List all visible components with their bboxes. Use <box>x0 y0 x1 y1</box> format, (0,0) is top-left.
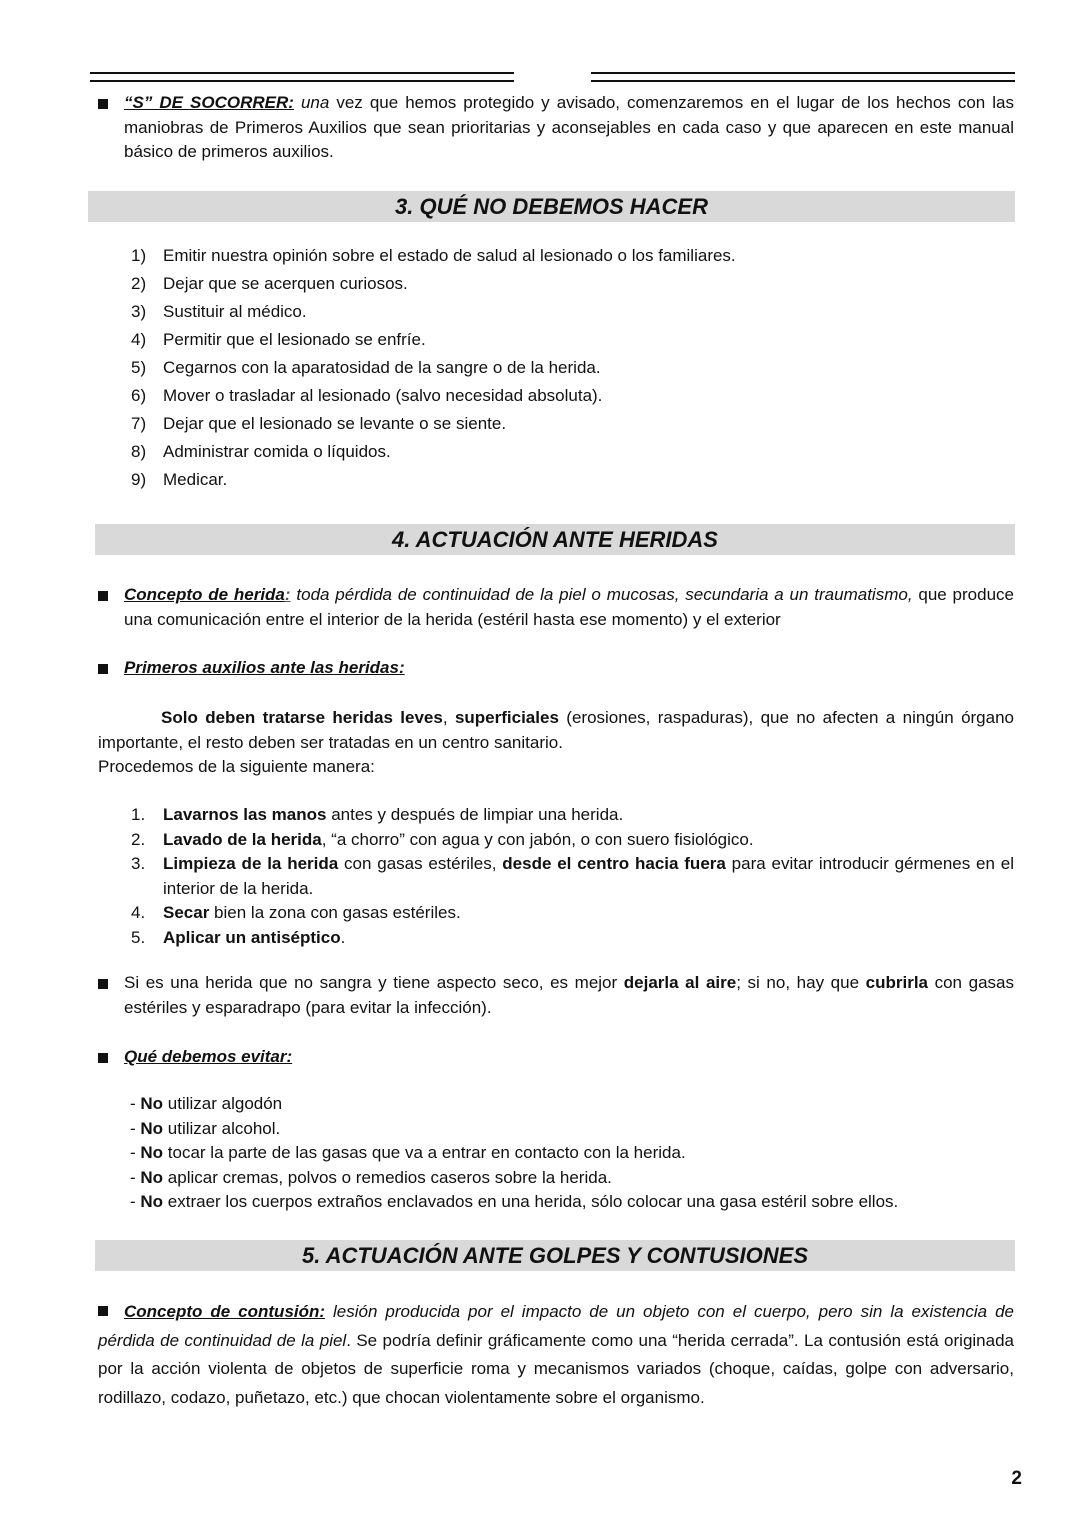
list-item: 4. Secar bien la zona con gasas estériles. <box>131 903 461 922</box>
evitar-list <box>130 1092 898 1215</box>
section-5-heading: 5. ACTUACIÓN ANTE GOLPES Y CONTUSIONES <box>95 1240 1015 1271</box>
no-debemos-list <box>128 242 736 494</box>
list-item: - No utilizar alcohol. <box>130 1118 281 1138</box>
socorrer-text: “S” DE SOCORRER: una vez que hemos protegido y avisado, comenzaremos en el lugar de los hechos con las maniobras de Primeros Auxilios que sean prioritarias y aconsejables en cada caso y que aparecen en este manual básico de primeros auxilios. <box>124 93 1014 161</box>
list-item: 5) Cegarnos con la aparatosidad de la sangre o de la herida. <box>131 358 601 377</box>
list-item: - No aplicar cremas, polvos o remedios caseros sobre la herida. <box>130 1167 612 1187</box>
que-evitar-label: Qué debemos evitar: <box>124 1047 293 1066</box>
square-bullet-icon <box>98 979 108 989</box>
section-3-heading: 3. QUÉ NO DEBEMOS HACER <box>88 191 1015 222</box>
list-item: 1) Emitir nuestra opinión sobre el estado de salud al lesionado o los familiares. <box>131 246 736 265</box>
herida-seca-bullet <box>98 971 1014 1020</box>
concepto-herida-bullet <box>98 583 1014 632</box>
list-item: - No tocar la parte de las gasas que va a entrar en contacto con la herida. <box>130 1143 686 1162</box>
concepto-herida-label: Concepto de herida <box>124 585 285 604</box>
list-item: 8) Administrar comida o líquidos. <box>131 442 391 461</box>
socorrer-bullet <box>98 91 1014 165</box>
header-rule-left <box>90 72 514 82</box>
procedemos-text: Procedemos de la siguiente manera: <box>98 757 375 776</box>
list-item: 3. Limpieza de la herida con gasas estériles, desde el centro hacia fuera para evitar introducir gérmenes en el interior de la herida. <box>131 854 1014 898</box>
concepto-contusion-paragraph: Concepto de contusión: lesión producida por el impacto de un objeto con el cuerpo, pero sin la existencia de pérdida de continuidad de la piel. Se podría definir gráficamente como una “herida cerrada”. La contusión está originada por la acción violenta de objetos de superficie roma y mecanismos variados (choque, caídas, golpe con adversario, rodillazo, codazo, puñetazo, etc.) que chocan violentamente sobre el organismo. <box>98 1302 1014 1407</box>
list-item: 4) Permitir que el lesionado se enfríe. <box>131 330 426 349</box>
heridas-intro-paragraph: Solo deben tratarse heridas leves, superficiales (erosiones, raspaduras), que no afecten a ningún órgano importante, el resto deben ser tratadas en un centro sanitario. <box>98 708 1015 752</box>
header-rule-right <box>591 72 1015 82</box>
herida-seca-text: Si es una herida que no sangra y tiene aspecto seco, es mejor dejarla al aire; si no, hay que cubrirla con gasas estériles y esparadrapo (para evitar la infección). <box>124 973 1014 1017</box>
list-item: - No utilizar algodón <box>130 1094 283 1113</box>
list-item: 2. Lavado de la herida, “a chorro” con agua y con jabón, o con suero fisiológico. <box>131 829 754 849</box>
list-item: 3) Sustituir al médico. <box>131 302 307 321</box>
square-bullet-icon <box>98 1053 108 1063</box>
primeros-auxilios-bullet <box>98 656 1014 681</box>
page-number: 2 <box>1011 1468 1022 1489</box>
list-item: 9) Medicar. <box>131 470 228 489</box>
concepto-herida-text: Concepto de herida: toda pérdida de continuidad de la piel o mucosas, secundaria a un traumatismo, que produce una comunicación entre el interior de la herida (estéril hasta ese momento) y el exterior <box>124 585 1014 629</box>
section-4-heading: 4. ACTUACIÓN ANTE HERIDAS <box>95 524 1015 555</box>
list-item: 2) Dejar que se acerquen curiosos. <box>131 274 408 293</box>
list-item: 5. Aplicar un antiséptico. <box>131 927 346 947</box>
square-bullet-icon <box>98 591 108 601</box>
que-evitar-bullet <box>98 1045 1014 1070</box>
list-item: 1. Lavarnos las manos antes y después de limpiar una herida. <box>131 805 624 824</box>
list-item: 7) Dejar que el lesionado se levante o se siente. <box>131 414 507 433</box>
square-bullet-icon <box>98 664 108 674</box>
concepto-contusion-label: Concepto de contusión: <box>124 1302 326 1321</box>
primeros-auxilios-label: Primeros auxilios ante las heridas: <box>124 658 405 677</box>
square-bullet-icon <box>98 99 108 109</box>
procedimiento-list <box>128 803 1014 950</box>
list-item: 6) Mover o trasladar al lesionado (salvo necesidad absoluta). <box>131 386 603 405</box>
socorrer-label: “S” DE SOCORRER: <box>124 93 294 112</box>
list-item: - No extraer los cuerpos extraños enclavados en una herida, sólo colocar una gasa estéril sobre ellos. <box>130 1192 899 1211</box>
square-bullet-icon <box>98 1306 108 1316</box>
